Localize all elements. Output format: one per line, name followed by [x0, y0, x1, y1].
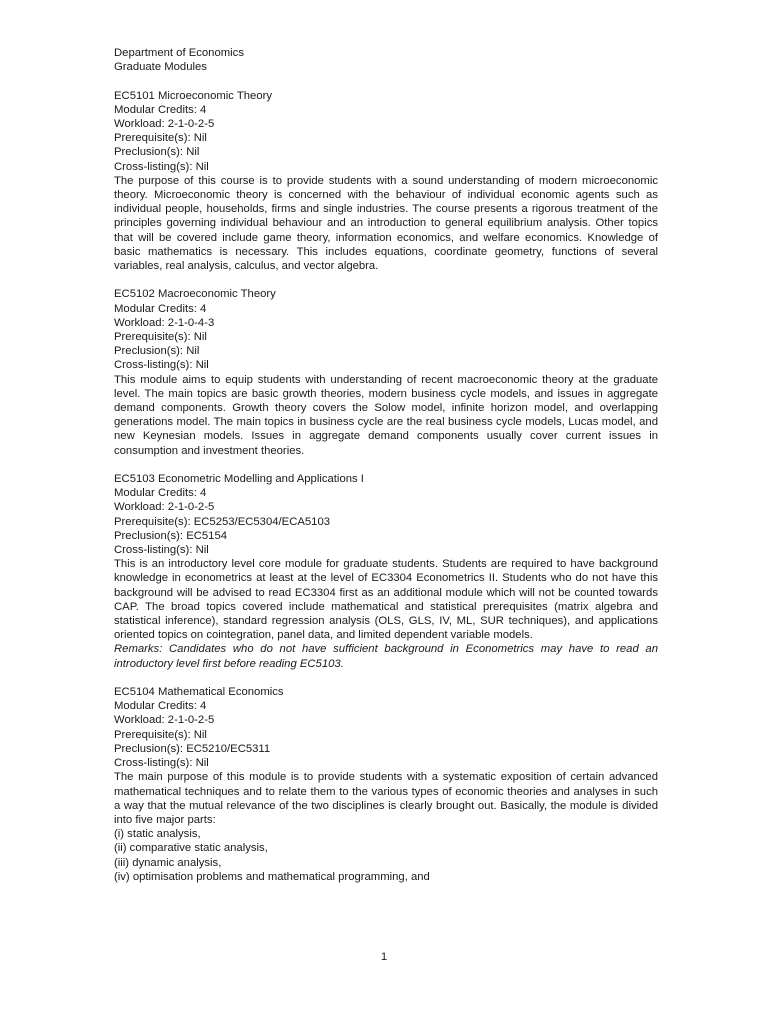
module-ec5101: [114, 89, 658, 274]
module-description: This is an introductory level core module for graduate students. Students are required to have background knowledge in econometrics at least at the level of EC3304 Econometrics II. Students who do not have this background will be advised to read EC3304 first as an additional module which will not be counted towards CAP. The broad topics covered include mathematical and statistical prerequisites (matrix algebra and statistical inference), standard regression analysis (OLS, GLS, IV, ML, SUR techniques), and applications oriented topics on cointegration, panel data, and limited dependent variable models.: [114, 558, 658, 642]
module-credits: Modular Credits: 4: [114, 302, 207, 315]
module-description: The main purpose of this module is to provide students with a systematic exposition of certain advanced mathematical techniques and to relate them to the various types of economic theories and analyses in such a way that the mutual relevance of the two disciplines is clearly brought out. Basically, the module is divided into five major parts:: [114, 771, 658, 826]
document-page: [114, 46, 658, 884]
module-preclusion: Preclusion(s): EC5154: [114, 529, 228, 542]
module-title: EC5102 Macroeconomic Theory: [114, 288, 276, 301]
document-subtitle: Graduate Modules: [114, 61, 207, 74]
list-item: (iv) optimisation problems and mathematical programming, and: [114, 870, 430, 883]
module-prerequisite: Prerequisite(s): Nil: [114, 331, 207, 344]
module-description: The purpose of this course is to provide students with a sound understanding of modern microeconomic theory. Microeconomic theory is concerned with the behaviour of individual economic agents such as individual people, households, firms and single industries. The course presents a rigorous treatment of the principles governing individual behaviour and an introduction to general equilibrium analysis. Other topics that will be covered include game theory, information economics, and welfare economics. Knowledge of basic mathematics is necessary. This includes equations, coordinate geometry, functions of several variables, real analysis, calculus, and vector algebra.: [114, 174, 658, 273]
department-heading: Department of Economics: [114, 47, 244, 59]
module-workload: Workload: 2-1-0-2-5: [114, 714, 215, 727]
module-cross-listing: Cross-listing(s): Nil: [114, 359, 209, 372]
module-preclusion: Preclusion(s): Nil: [114, 345, 200, 358]
module-cross-listing: Cross-listing(s): Nil: [114, 757, 209, 770]
module-title: EC5104 Mathematical Economics: [114, 686, 284, 699]
module-preclusion: Preclusion(s): EC5210/EC5311: [114, 742, 271, 755]
module-ec5102: [114, 287, 658, 457]
module-preclusion: Preclusion(s): Nil: [114, 146, 200, 159]
page-number: 1: [380, 951, 388, 963]
module-title: EC5101 Microeconomic Theory: [114, 89, 273, 102]
module-description: This module aims to equip students with understanding of recent macroeconomic theory at the graduate level. The main topics are basic growth theories, modern business cycle models, and issues in aggregate demand components. Growth theory covers the Solow model, infinite horizon model, and overlapping generations model. The main topics in business cycle are the real business cycle models, Lucas model, and new Keynesian models. Issues in aggregate demand components usually cover current issues in consumption and investment theories.: [114, 373, 658, 457]
module-workload: Workload: 2-1-0-4-3: [114, 316, 215, 329]
module-workload: Workload: 2-1-0-2-5: [114, 501, 215, 514]
list-item: (ii) comparative static analysis,: [114, 842, 268, 855]
module-ec5104: [114, 685, 658, 884]
module-credits: Modular Credits: 4: [114, 103, 207, 116]
module-credits: Modular Credits: 4: [114, 700, 207, 713]
module-parts-list: [114, 827, 658, 884]
list-item: (iii) dynamic analysis,: [114, 856, 222, 869]
module-prerequisite: Prerequisite(s): Nil: [114, 728, 207, 741]
module-credits: Modular Credits: 4: [114, 487, 207, 500]
module-cross-listing: Cross-listing(s): Nil: [114, 160, 209, 173]
module-workload: Workload: 2-1-0-2-5: [114, 118, 215, 130]
list-item: (i) static analysis,: [114, 828, 201, 841]
module-remarks: Remarks: Candidates who do not have sufficient background in Econometrics may have to read an introductory level first before reading EC5103.: [114, 643, 658, 670]
module-prerequisite: Prerequisite(s): EC5253/EC5304/ECA5103: [114, 515, 331, 528]
module-ec5103: [114, 472, 658, 671]
module-title: EC5103 Econometric Modelling and Applications I: [114, 473, 364, 486]
module-prerequisite: Prerequisite(s): Nil: [114, 132, 207, 145]
module-cross-listing: Cross-listing(s): Nil: [114, 544, 209, 557]
